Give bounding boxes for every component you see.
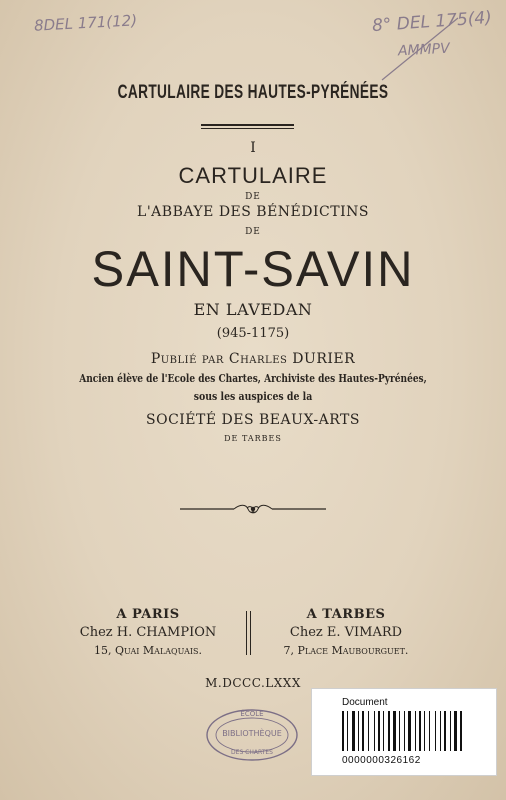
barcode-bar xyxy=(374,711,375,751)
publisher-tarbes xyxy=(258,607,434,657)
publisher-paris xyxy=(58,607,238,657)
barcode-document-label: Document xyxy=(342,697,388,708)
barcode-bar xyxy=(435,711,436,751)
title-line-abbaye: L'ABBAYE DES BÉNÉDICTINS xyxy=(137,204,369,220)
handwritten-shelfmark-right: 8° DEL 175(4) xyxy=(371,7,493,37)
barcode-bar xyxy=(429,711,430,751)
barcode-bar xyxy=(393,711,396,751)
barcode-bar xyxy=(415,711,416,751)
barcode-bar xyxy=(440,711,441,751)
publisher-paris-name: Chez H. CHAMPION xyxy=(79,625,217,640)
title-line-de-2: DE xyxy=(245,227,261,237)
title-double-rule-bottom xyxy=(201,128,294,129)
barcode-bar xyxy=(444,711,446,751)
barcode-bar xyxy=(399,711,400,751)
publisher-tarbes-name: Chez E. VIMARD xyxy=(289,625,403,640)
society-place: DE TARBES xyxy=(224,434,282,443)
barcode-bar xyxy=(358,711,359,751)
pencil-strike-mark xyxy=(380,14,460,84)
barcode-bar xyxy=(404,711,405,751)
series-title: CARTULAIRE DES HAUTES-PYRÉNÉES xyxy=(117,82,389,103)
barcode-bar xyxy=(383,711,384,751)
barcode-bar xyxy=(454,711,457,751)
ornamental-flourish xyxy=(180,503,326,515)
barcode-bar xyxy=(368,711,369,751)
published-by: Publié par Charles DURIER xyxy=(150,351,356,367)
publisher-tarbes-address: 7, Place Maubourguet. xyxy=(283,644,409,657)
editor-credentials: Ancien élève de l'Ecole des Chartes, Archiviste des Hautes-Pyrénées, xyxy=(79,372,427,385)
barcode-label xyxy=(311,688,497,776)
barcode-bar xyxy=(450,711,451,751)
subtitle-en-lavedan: EN LAVEDAN xyxy=(193,300,313,319)
auspices-line: sous les auspices de la xyxy=(193,390,313,403)
society-name: SOCIÉTÉ DES BEAUX-ARTS xyxy=(146,412,360,428)
publisher-paris-city: A PARIS xyxy=(116,607,180,622)
title-double-rule-top xyxy=(201,124,294,126)
publisher-divider-right xyxy=(250,611,251,655)
publisher-tarbes-city: A TARBES xyxy=(306,607,386,622)
stamp-text-bottom: DES CHARTES xyxy=(231,749,273,756)
barcode-bar xyxy=(352,711,355,751)
barcode-bar xyxy=(419,711,421,751)
barcode-bar xyxy=(347,711,348,751)
handwritten-shelfmark-right-2: AMMPV xyxy=(397,40,451,60)
barcode-bar xyxy=(424,711,425,751)
barcode-bar xyxy=(378,711,380,751)
volume-number: I xyxy=(250,140,256,156)
handwritten-shelfmark-left: 8DEL 171(12) xyxy=(33,11,138,35)
main-title-saint-savin: SAINT-SAVIN xyxy=(91,241,415,297)
barcode-image xyxy=(342,711,468,751)
stamp-text-top: ÉCOLE xyxy=(240,710,264,718)
publisher-divider-left xyxy=(246,611,247,655)
title-line-de-1: DE xyxy=(245,192,261,202)
library-stamp xyxy=(205,708,299,766)
barcode-bar xyxy=(342,711,344,751)
barcode-bar xyxy=(460,711,462,751)
stamp-text-middle: BIBLIOTHÈQUE xyxy=(222,729,282,738)
barcode-bar xyxy=(408,711,411,751)
barcode-number: 0000000326162 xyxy=(342,755,421,766)
barcode-bar xyxy=(388,711,390,751)
date-range: (945-1175) xyxy=(216,326,290,341)
publisher-paris-address: 15, Quai Malaquais. xyxy=(93,644,203,657)
title-line-cartulaire: CARTULAIRE xyxy=(178,163,328,188)
barcode-bar xyxy=(362,711,364,751)
publication-year: M.DCCC.LXXX xyxy=(205,676,301,690)
